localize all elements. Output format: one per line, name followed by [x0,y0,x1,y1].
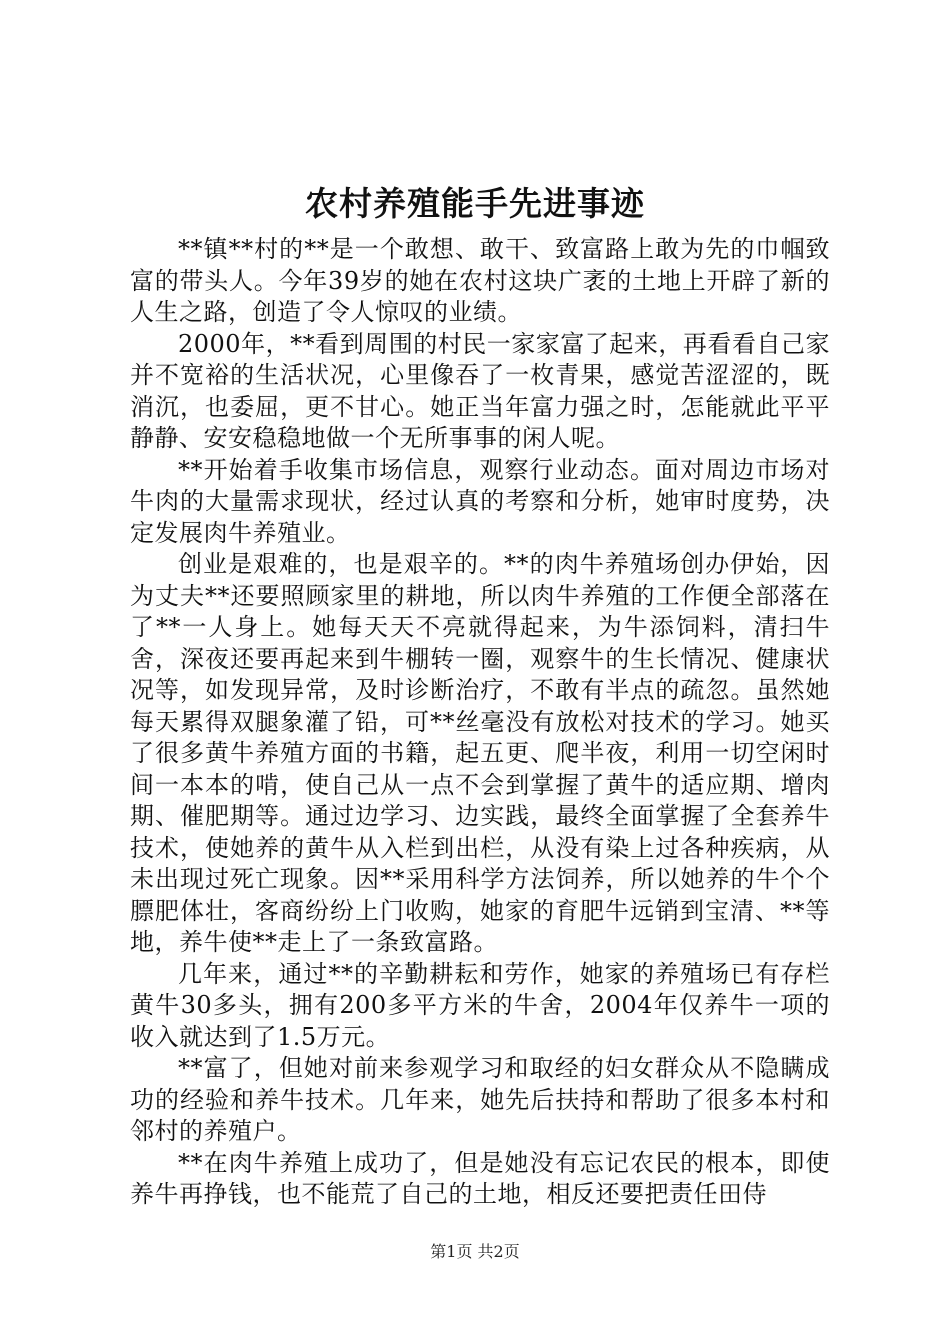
paragraph: 创业是艰难的，也是艰辛的。**的肉牛养殖场创办伊始，因为丈夫**还要照顾家里的耕地，所以肉牛养殖的工作便全部落在了**一人身上。她每天天不亮就得起来，为牛添饲料，清扫牛舍，深夜还要再起来到牛棚转一圈，观察牛的生长情况、健康状况等，如发现异常，及时诊断治疗，不敢有半点的疏忽。虽然她每天累得双腿象灌了铅，可**丝毫没有放松对技术的学习。她买了很多黄牛养殖方面的书籍，起五更、爬半夜，利用一切空闲时间一本本的啃，使自己从一点不会到掌握了黄牛的适应期、增肉期、催肥期等。通过边学习、边实践，最终全面掌握了全套养牛技术，使她养的黄牛从入栏到出栏，从没有染上过各种疾病，从未出现过死亡现象。因**采用科学方法饲养，所以她养的牛个个膘肥体壮，客商纷纷上门收购，她家的育肥牛远销到宝清、**等地，养牛使**走上了一条致富路。 [130,550,830,956]
paragraph: 2000年，**看到周围的村民一家家富了起来，再看看自己家并不宽裕的生活状况，心里像吞了一枚青果，感觉苦涩涩的，既消沉，也委屈，更不甘心。她正当年富力强之时，怎能就此平平静静、安安稳稳地做一个无所事事的闲人呢。 [130,329,830,452]
document-body [130,234,830,1211]
paragraph: **镇**村的**是一个敢想、敢干、致富路上敢为先的巾帼致富的带头人。今年39岁的她在农村这块广袤的土地上开辟了新的人生之路，创造了令人惊叹的业绩。 [130,235,830,326]
paragraph: 几年来，通过**的辛勤耕耘和劳作，她家的养殖场已有存栏黄牛30多头，拥有200多平方米的牛舍，2004年仅养牛一项的收入就达到了1.5万元。 [130,959,830,1051]
paragraph: **开始着手收集市场信息，观察行业动态。面对周边市场对牛肉的大量需求现状，经过认真的考察和分析，她审时度势，决定发展肉牛养殖业。 [130,455,830,547]
page-footer: 第1页 共2页 [430,1242,520,1261]
paragraph: **在肉牛养殖上成功了，但是她没有忘记农民的根本，即使养牛再挣钱，也不能荒了自己的土地，相反还要把责任田侍 [130,1148,830,1208]
page-title: 农村养殖能手先进事迹 [305,184,645,223]
paragraph: **富了，但她对前来参观学习和取经的妇女群众从不隐瞒成功的经验和养牛技术。几年来，她先后扶持和帮助了很多本村和邻村的养殖户。 [130,1054,830,1145]
